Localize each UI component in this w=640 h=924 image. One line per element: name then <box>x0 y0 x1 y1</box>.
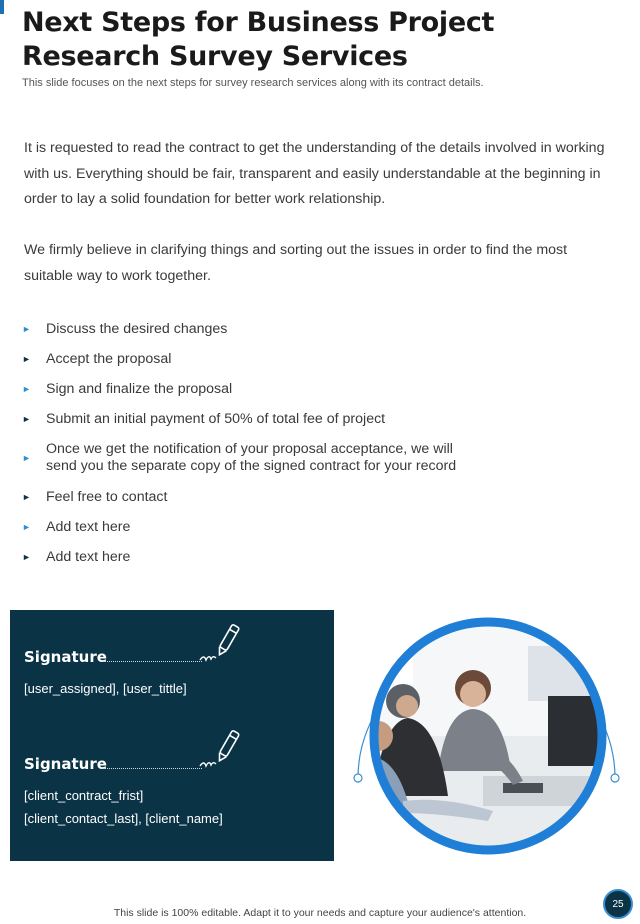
accent-bar <box>0 0 4 14</box>
list-item-text: Add text here <box>46 518 131 535</box>
page-title: Next Steps for Business Project Research Survey Services <box>22 7 495 72</box>
signature-details <box>24 784 324 830</box>
arrow-icon: ► <box>22 452 31 463</box>
page-subtitle: This slide focuses on the next steps for survey research services along with its contract details. <box>22 77 484 89</box>
list-item <box>22 542 622 572</box>
signature-label: Signature <box>24 755 107 773</box>
signature-details <box>24 677 324 700</box>
steps-list <box>22 314 622 572</box>
signature-block-client <box>24 755 324 830</box>
page-number-badge: 25 <box>603 889 633 919</box>
signature-detail-line: [client_contact_last], [client_name] <box>24 811 223 826</box>
list-item <box>22 434 622 482</box>
signature-line <box>102 768 202 769</box>
team-photo <box>343 596 625 866</box>
signature-label: Signature <box>24 648 107 666</box>
list-item <box>22 314 622 344</box>
list-item-text: Submit an initial payment of 50% of total fee of project <box>46 410 386 427</box>
list-item-text: Add text here <box>46 548 131 565</box>
pen-icon <box>198 620 242 664</box>
signature-detail-line: [user_assigned], [user_tittle] <box>24 681 187 696</box>
list-item <box>22 512 622 542</box>
intro-paragraph: It is requested to read the contract to get the understanding of the details involved in working with us. Everything should be fair, transparent and easily understandable at the beginning in order to lay a solid foundation for better work relationship. <box>24 140 605 207</box>
list-item <box>22 404 622 434</box>
signature-detail-line: [client_contract_frist] <box>24 788 144 803</box>
arrow-icon: ► <box>22 551 31 562</box>
signature-line <box>102 661 202 662</box>
list-item-text: Discuss the desired changes <box>46 320 228 337</box>
list-item <box>22 482 622 512</box>
list-item-text: Feel free to contact <box>46 488 168 505</box>
list-item <box>22 344 622 374</box>
arrow-icon: ► <box>22 383 31 394</box>
signature-panel <box>10 610 334 861</box>
list-item <box>22 374 622 404</box>
arrow-icon: ► <box>22 353 31 364</box>
arrow-icon: ► <box>22 323 31 334</box>
list-item-text: Accept the proposal <box>46 350 172 367</box>
second-paragraph: We firmly believe in clarifying things and sorting out the issues in order to find the most suitable way to work together. <box>24 242 568 284</box>
arrow-icon: ► <box>22 521 31 532</box>
list-item-text: Once we get the notification of your proposal acceptance, we will send you the separate copy of the signed contract for your record <box>46 441 457 474</box>
pen-icon <box>198 726 242 770</box>
arrow-icon: ► <box>22 413 31 424</box>
list-item-text: Sign and finalize the proposal <box>46 380 233 397</box>
arrow-icon: ► <box>22 491 31 502</box>
footer-note: This slide is 100% editable. Adapt it to your needs and capture your audience's attention. <box>113 907 527 919</box>
signature-block-user <box>24 648 324 700</box>
